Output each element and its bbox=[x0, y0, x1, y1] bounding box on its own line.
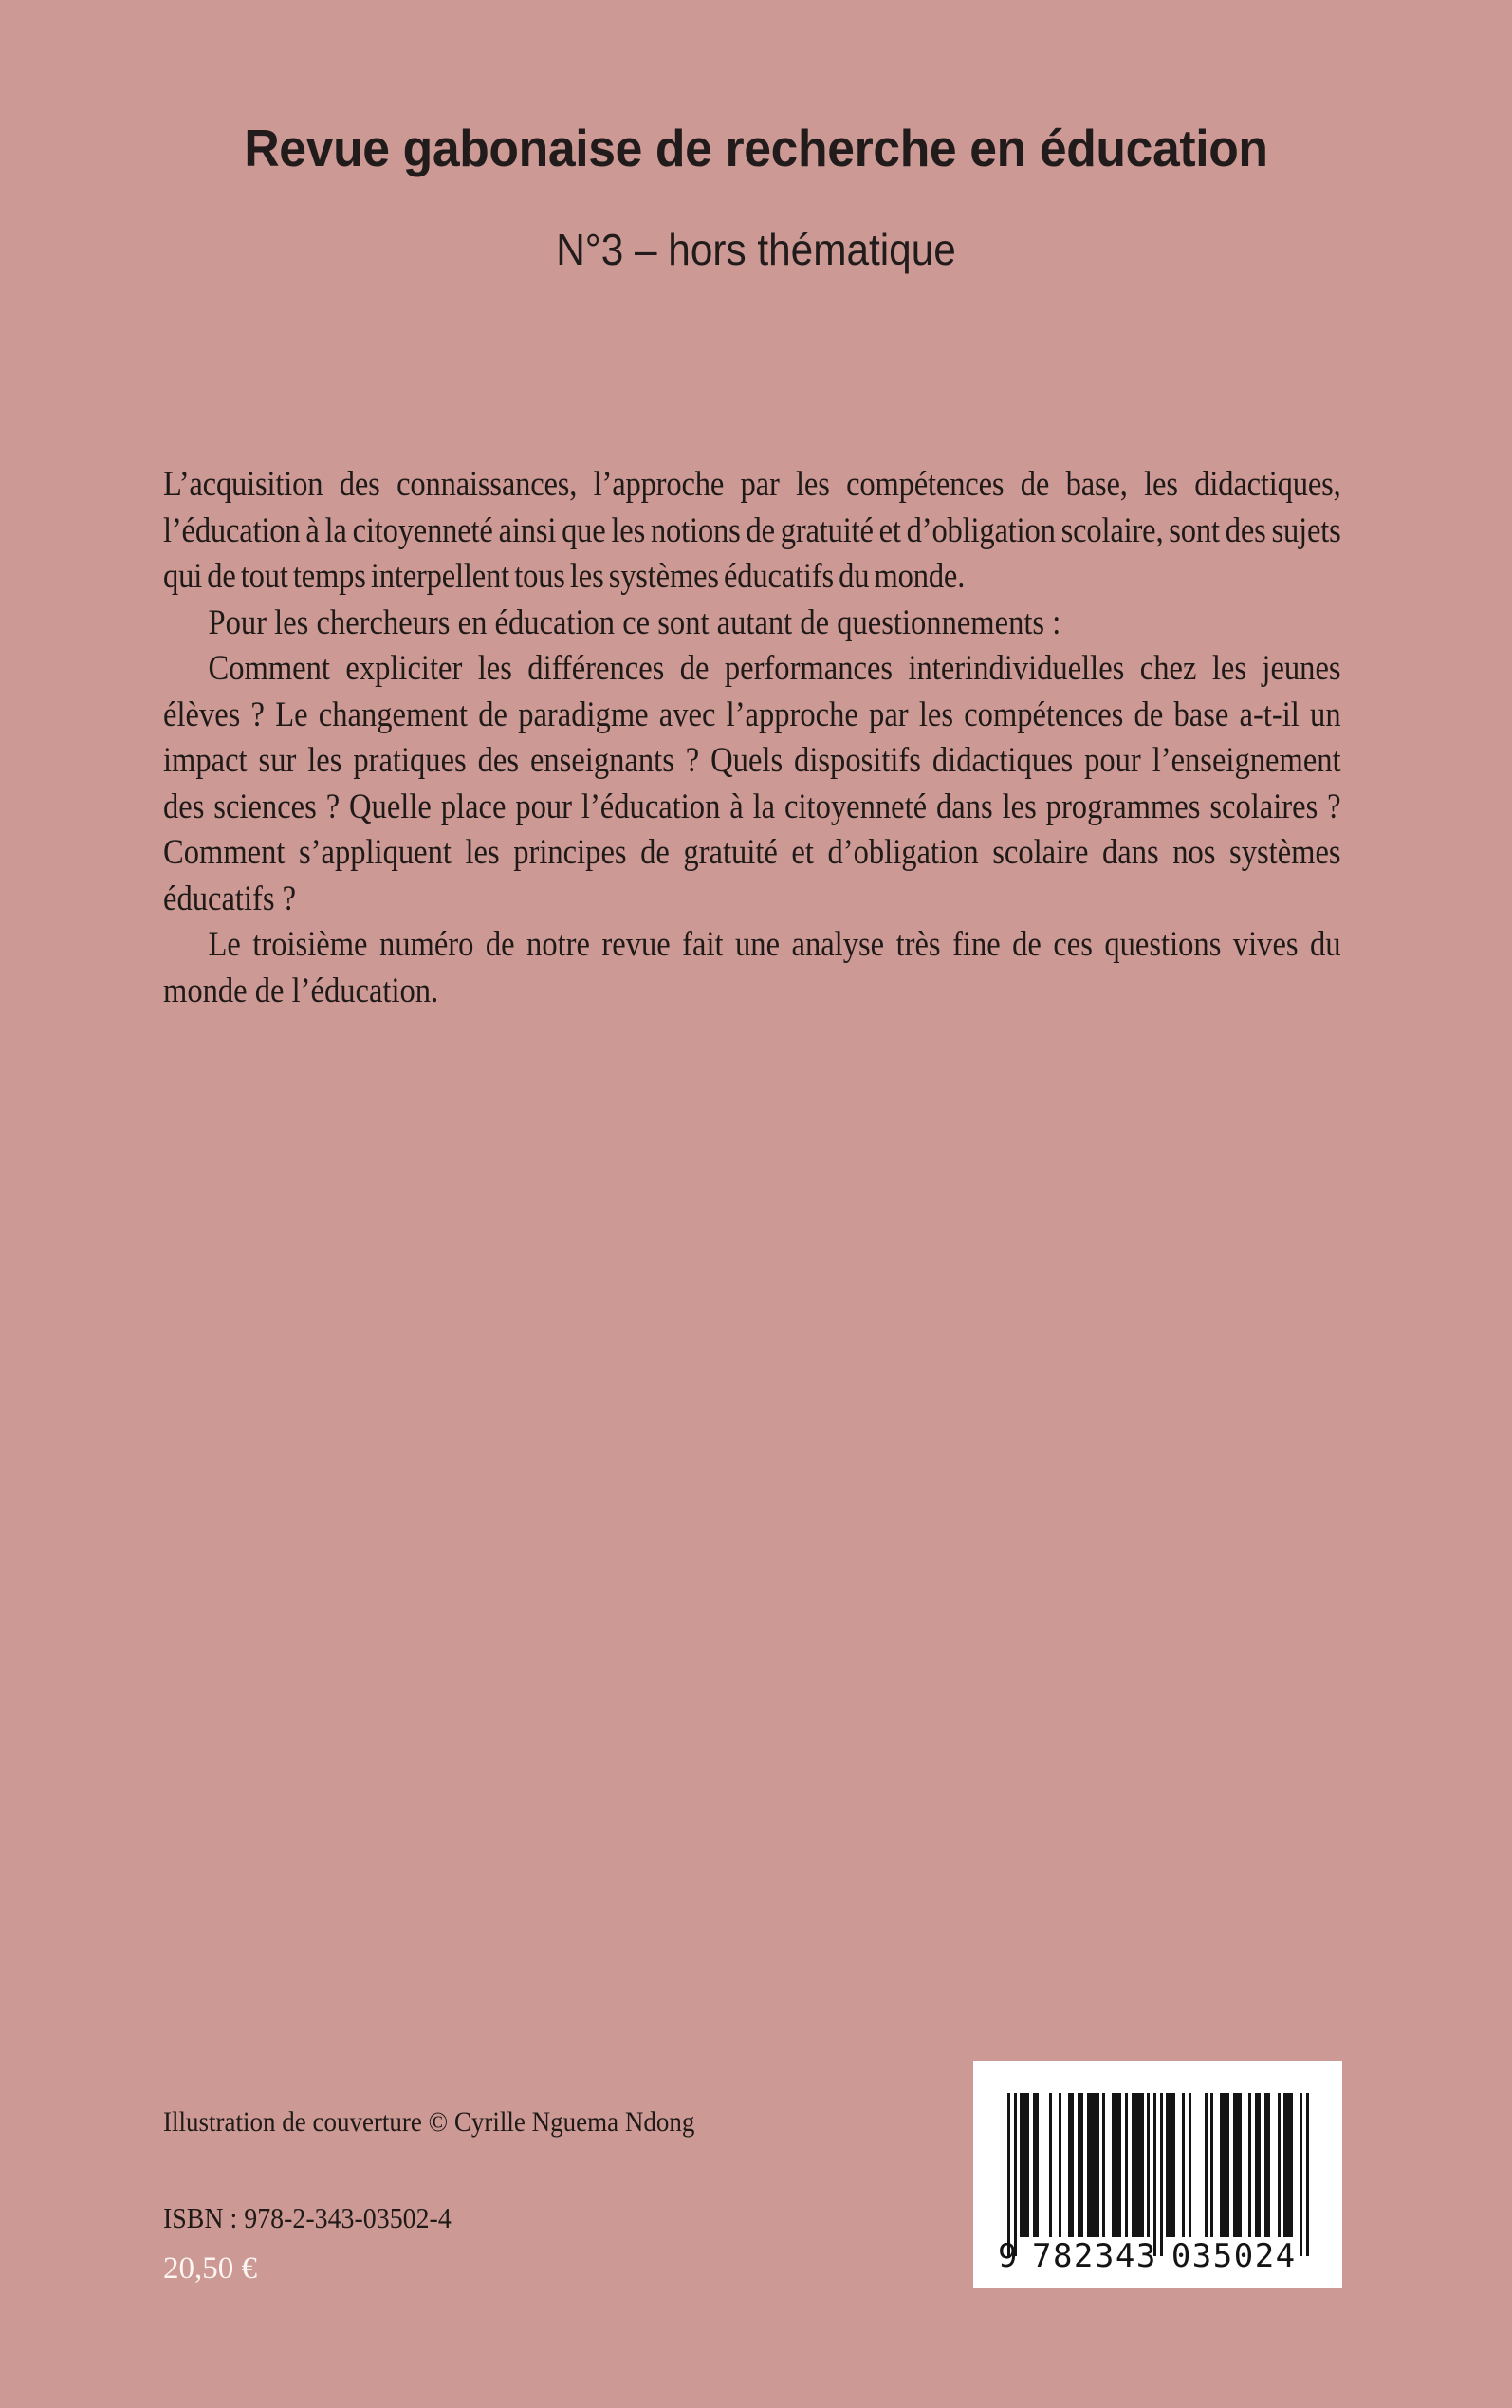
barcode-symbol bbox=[1007, 2093, 1309, 2256]
illustration-credit: Illustration de couverture © Cyrille Nguema Ndong bbox=[163, 2106, 695, 2138]
barcode-bars bbox=[1007, 2093, 1309, 2256]
blurb-text-block bbox=[163, 462, 1341, 1014]
blurb-paragraph: Pour les chercheurs en éducation ce sont autant de questionnements : bbox=[208, 602, 1061, 642]
barcode-lead-digit: 9 bbox=[998, 2237, 1019, 2275]
blurb-paragraph: Comment expliciter les différences de performances interindividuelles chez les jeunes élèves ? Le changement de paradigme avec l’approche par les compétences de base a-t-il un impact sur les pratiques des enseignants ? Quels dispositifs didactiques pour l’enseignement des sciences ? Quelle place pour l’éducation à la citoyenneté dans les programmes scolaires ? Comment s’appliquent les principes de gratuité et d’obligation scolaire dans nos systèmes éducatifs ? bbox=[163, 649, 1341, 918]
blurb-paragraph: Le troisième numéro de notre revue fait une analyse très fine de ces questions vives du monde de l’éducation. bbox=[163, 925, 1341, 1010]
blurb-paragraph: L’acquisition des connaissances, l’approche par les compétences de base, les didactiques, l’éducation à la citoyenneté ainsi que les notions de gratuité et d’obligation scolaire, sont des sujets qui de tout temps interpellent tous les systèmes éducatifs du monde. bbox=[163, 465, 1341, 596]
cover-header bbox=[0, 121, 1512, 273]
barcode-right-group: 035024 bbox=[1171, 2237, 1297, 2275]
barcode-panel bbox=[973, 2061, 1342, 2288]
barcode-left-group: 782343 bbox=[1031, 2237, 1157, 2275]
isbn-text: ISBN : 978-2-343-03502-4 bbox=[163, 2201, 452, 2234]
barcode-digits bbox=[998, 2237, 1320, 2275]
price-text: 20,50 € bbox=[163, 2251, 257, 2286]
journal-title: Revue gabonaise de recherche en éducation bbox=[244, 119, 1268, 177]
issue-subtitle: N°3 – hors thématique bbox=[556, 224, 956, 274]
